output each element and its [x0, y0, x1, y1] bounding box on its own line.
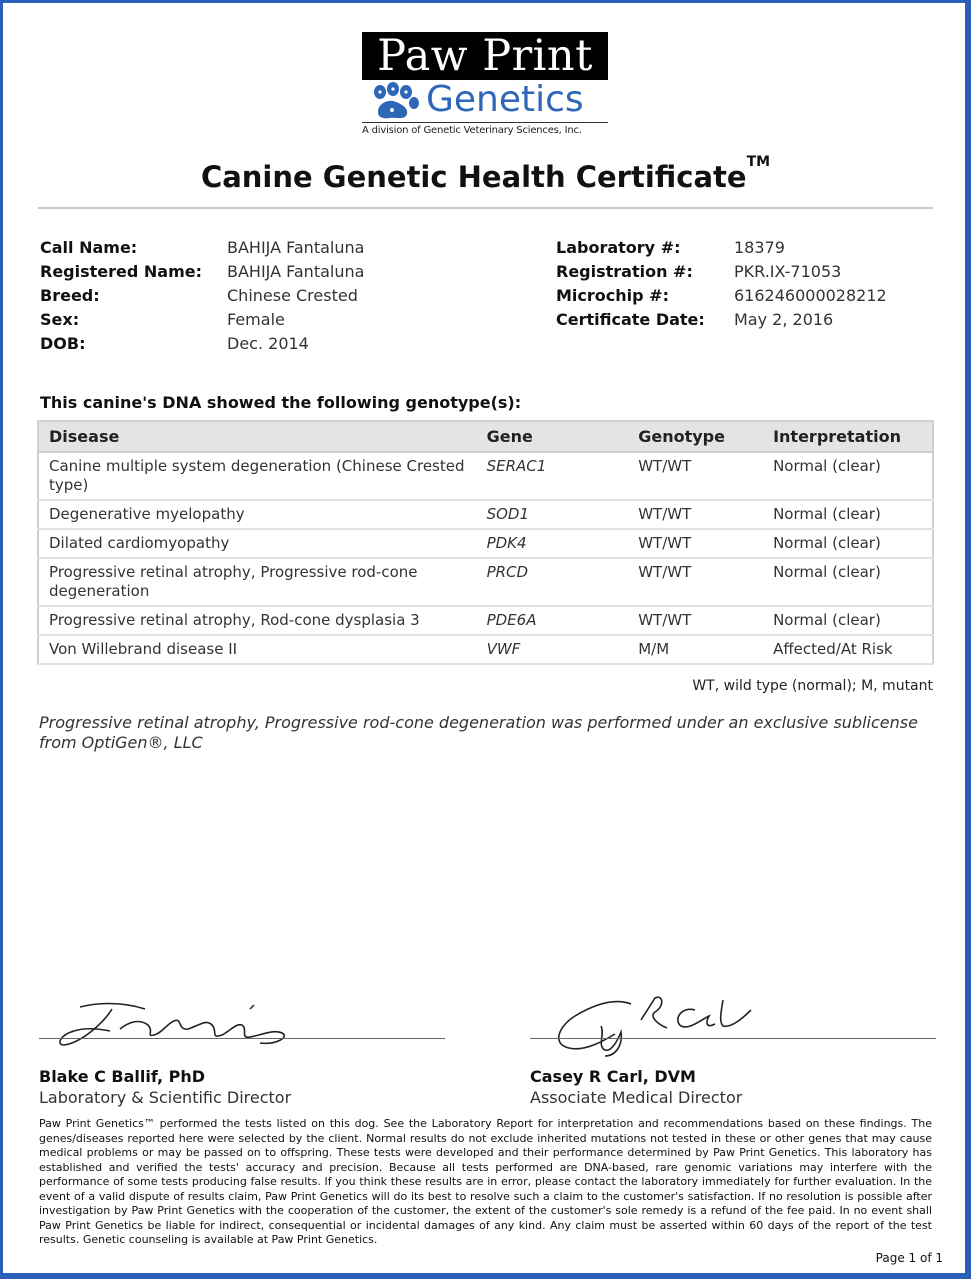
page-number: Page 1 of 1 [875, 1251, 943, 1265]
label-dob: DOB: [40, 334, 86, 353]
label-certificate-date: Certificate Date: [556, 310, 705, 329]
signature-line-right [530, 1038, 936, 1039]
cell-gene: SERAC1 [477, 452, 629, 500]
title-text: Canine Genetic Health Certificate [200, 160, 747, 194]
cell-interpretation: Normal (clear) [763, 606, 933, 635]
value-laboratory-number: 18379 [734, 238, 785, 257]
header-disease: Disease [38, 421, 477, 452]
logo-subtitle: A division of Genetic Veterinary Sciences, Inc. [362, 122, 608, 136]
genotype-legend: WT, wild type (normal); M, mutant [692, 678, 933, 694]
cell-genotype: WT/WT [628, 558, 763, 606]
cell-disease: Progressive retinal atrophy, Rod-cone dysplasia 3 [38, 606, 477, 635]
table-row [38, 452, 933, 500]
table-row [38, 500, 933, 529]
trademark-mark: TM [746, 154, 771, 171]
table-row [38, 558, 933, 606]
value-registered-name: BAHIJA Fantaluna [227, 262, 365, 281]
cell-interpretation: Normal (clear) [763, 500, 933, 529]
info-right-values [734, 236, 887, 332]
signer-role-left: Laboratory & Scientific Director [39, 1088, 292, 1107]
header-gene: Gene [477, 421, 629, 452]
cell-interpretation: Normal (clear) [763, 529, 933, 558]
info-left-labels [40, 236, 202, 356]
value-certificate-date: May 2, 2016 [734, 310, 834, 329]
company-logo [362, 31, 608, 136]
logo-line2: Genetics [426, 79, 584, 120]
signer-role-right: Associate Medical Director [530, 1088, 743, 1107]
cell-gene: PDK4 [477, 529, 629, 558]
logo-bottom [362, 79, 608, 136]
value-call-name: BAHIJA Fantaluna [227, 238, 365, 257]
signature-line-left [39, 1038, 445, 1039]
cell-disease: Dilated cardiomyopathy [38, 529, 477, 558]
label-sex: Sex: [40, 310, 80, 329]
label-call-name: Call Name: [40, 238, 138, 257]
sublicense-note: Progressive retinal atrophy, Progressive rod-cone degeneration was performed under an exclusive sublicense from OptiGen®, LLC [39, 713, 918, 752]
label-registered-name: Registered Name: [40, 262, 203, 281]
header-interpretation: Interpretation [763, 421, 933, 452]
cell-interpretation: Affected/At Risk [763, 635, 933, 664]
cell-genotype: WT/WT [628, 529, 763, 558]
paw-print-icon [366, 82, 422, 120]
value-registration-number: PKR.IX-71053 [734, 262, 842, 281]
table-row [38, 635, 933, 664]
cell-disease: Von Willebrand disease II [38, 635, 477, 664]
genotype-table [37, 420, 934, 665]
info-left-values [227, 236, 364, 356]
label-microchip-number: Microchip #: [556, 286, 669, 305]
cell-gene: PRCD [477, 558, 629, 606]
cell-gene: PDE6A [477, 606, 629, 635]
genotype-section-title: This canine's DNA showed the following genotype(s): [40, 393, 522, 412]
table-row [38, 529, 933, 558]
cell-genotype: WT/WT [628, 606, 763, 635]
header-genotype: Genotype [628, 421, 763, 452]
signer-name-right: Casey R Carl, DVM [530, 1067, 696, 1086]
page-title [0, 154, 971, 194]
cell-genotype: M/M [628, 635, 763, 664]
cell-disease: Progressive retinal atrophy, Progressive rod-cone degeneration [38, 558, 477, 606]
signer-name-left: Blake C Ballif, PhD [39, 1067, 205, 1086]
value-microchip-number: 616246000028212 [734, 286, 887, 305]
signature-ballif-icon [50, 995, 300, 1053]
title-divider [38, 207, 933, 209]
table-row [38, 606, 933, 635]
signature-carl-icon [545, 990, 775, 1060]
label-registration-number: Registration #: [556, 262, 693, 281]
cell-genotype: WT/WT [628, 452, 763, 500]
cell-genotype: WT/WT [628, 500, 763, 529]
value-breed: Chinese Crested [227, 286, 358, 305]
value-dob: Dec. 2014 [227, 334, 309, 353]
label-breed: Breed: [40, 286, 100, 305]
table-header-row [38, 421, 933, 452]
cell-disease: Degenerative myelopathy [38, 500, 477, 529]
info-right-labels [556, 236, 705, 332]
cell-gene: SOD1 [477, 500, 629, 529]
cell-disease: Canine multiple system degeneration (Chinese Crested type) [38, 452, 477, 500]
value-sex: Female [227, 310, 285, 329]
cell-interpretation: Normal (clear) [763, 558, 933, 606]
logo-line1: Paw Print [362, 32, 608, 80]
legal-disclaimer: Paw Print Genetics™ performed the tests listed on this dog. See the Laboratory Report for interpretation and recommendations based on these findings. The genes/diseases reported here were selected by the client. Normal results do not exclude inherited mutations not tested in these or other genes that may cause medical problems or may be passed on to offspring. These tests were developed and their performance determined by Paw Print Genetics. This laboratory has established and verified the tests' accuracy and precision. Because all tests performed are DNA-based, rare genomic variations may interfere with the performance of some tests producing false results. If you think these results are in error, please contact the laboratory immediately for further evaluation. In the event of a valid dispute of results claim, Paw Print Genetics will do its best to resolve such a claim to the customer's satisfaction. If no resolution is possible after investigation by Paw Print Genetics with the cooperation of the customer, the extent of the customer's sole remedy is a refund of the fee paid. In no event shall Paw Print Genetics be liable for indirect, consequential or incidental damages of any kind. Any claim must be asserted within 60 days of the report of the test results. Genetic counseling is available at Paw Print Genetics. [39, 1117, 932, 1246]
cell-interpretation: Normal (clear) [763, 452, 933, 500]
label-laboratory-number: Laboratory #: [556, 238, 681, 257]
cell-gene: VWF [477, 635, 629, 664]
